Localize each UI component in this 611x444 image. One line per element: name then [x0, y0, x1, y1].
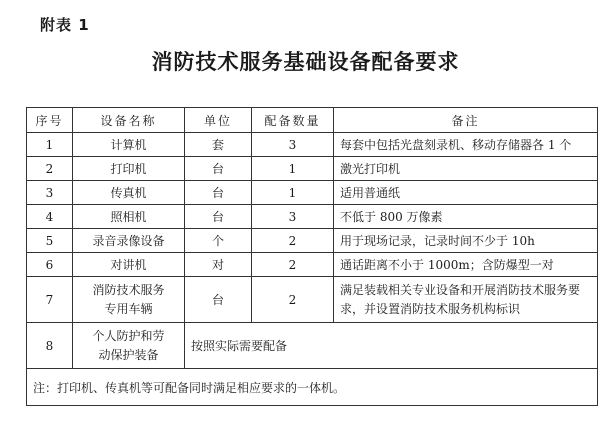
cell-note: 每套中包括光盘刻录机、移动存储器各 1 个 [334, 133, 598, 157]
cell-name [73, 277, 185, 323]
header-name: 设备名称 [73, 108, 185, 133]
appendix-label: 附表 1 [40, 16, 90, 34]
table-header-row [27, 108, 598, 133]
cell-unit: 台 [185, 205, 252, 229]
cell-name-line: 动保护装备 [98, 347, 159, 362]
cell-seq: 2 [27, 157, 73, 181]
cell-name: 计算机 [73, 133, 185, 157]
table-row [27, 157, 598, 181]
header-seq: 序号 [27, 108, 73, 133]
cell-seq: 4 [27, 205, 73, 229]
cell-name-line: 个人防护和劳 [92, 328, 165, 343]
table-row [27, 229, 598, 253]
cell-name: 传真机 [73, 181, 185, 205]
cell-qty: 2 [252, 277, 334, 323]
document-title: 消防技术服务基础设备配备要求 [151, 50, 460, 74]
table-row [27, 277, 598, 323]
cell-qty: 2 [252, 253, 334, 277]
cell-unit: 个 [185, 229, 252, 253]
header-unit: 单位 [185, 108, 252, 133]
cell-note: 通话距离不小于 1000m；含防爆型一对 [334, 253, 598, 277]
cell-name: 对讲机 [73, 253, 185, 277]
cell-qty: 3 [252, 205, 334, 229]
cell-unit: 套 [185, 133, 252, 157]
header-note: 备注 [334, 108, 598, 133]
cell-name: 照相机 [73, 205, 185, 229]
table-row [27, 205, 598, 229]
cell-seq: 7 [27, 277, 73, 323]
cell-note: 适用普通纸 [334, 181, 598, 205]
header-qty: 配备数量 [252, 108, 334, 133]
cell-qty: 2 [252, 229, 334, 253]
cell-name-line: 消防技术服务 [92, 282, 165, 297]
table-row [27, 323, 598, 369]
equipment-table [26, 107, 598, 406]
cell-name-line: 专用车辆 [104, 301, 153, 316]
cell-note [334, 277, 598, 323]
cell-seq: 1 [27, 133, 73, 157]
footnote-row [27, 369, 598, 406]
cell-unit: 对 [185, 253, 252, 277]
cell-unit: 台 [185, 181, 252, 205]
cell-seq: 8 [27, 323, 73, 369]
cell-name: 打印机 [73, 157, 185, 181]
table-row [27, 181, 598, 205]
cell-qty: 1 [252, 181, 334, 205]
cell-note: 激光打印机 [334, 157, 598, 181]
cell-name: 录音录像设备 [73, 229, 185, 253]
cell-seq: 5 [27, 229, 73, 253]
cell-name [73, 323, 185, 369]
cell-note-line: 求，并设置消防技术服务机构标识 [340, 301, 521, 316]
cell-qty: 3 [252, 133, 334, 157]
cell-note: 不低于 800 万像素 [334, 205, 598, 229]
cell-unit: 台 [185, 157, 252, 181]
cell-qty: 1 [252, 157, 334, 181]
table-row [27, 133, 598, 157]
table-row [27, 253, 598, 277]
cell-note-line: 满足装载相关专业设备和开展消防技术服务要 [340, 282, 581, 297]
cell-seq: 3 [27, 181, 73, 205]
cell-note-merged: 按照实际需要配备 [185, 323, 598, 369]
cell-unit: 台 [185, 277, 252, 323]
table-footnote: 注：打印机、传真机等可配备同时满足相应要求的一体机。 [27, 369, 598, 406]
cell-note: 用于现场记录，记录时间不少于 10h [334, 229, 598, 253]
cell-seq: 6 [27, 253, 73, 277]
